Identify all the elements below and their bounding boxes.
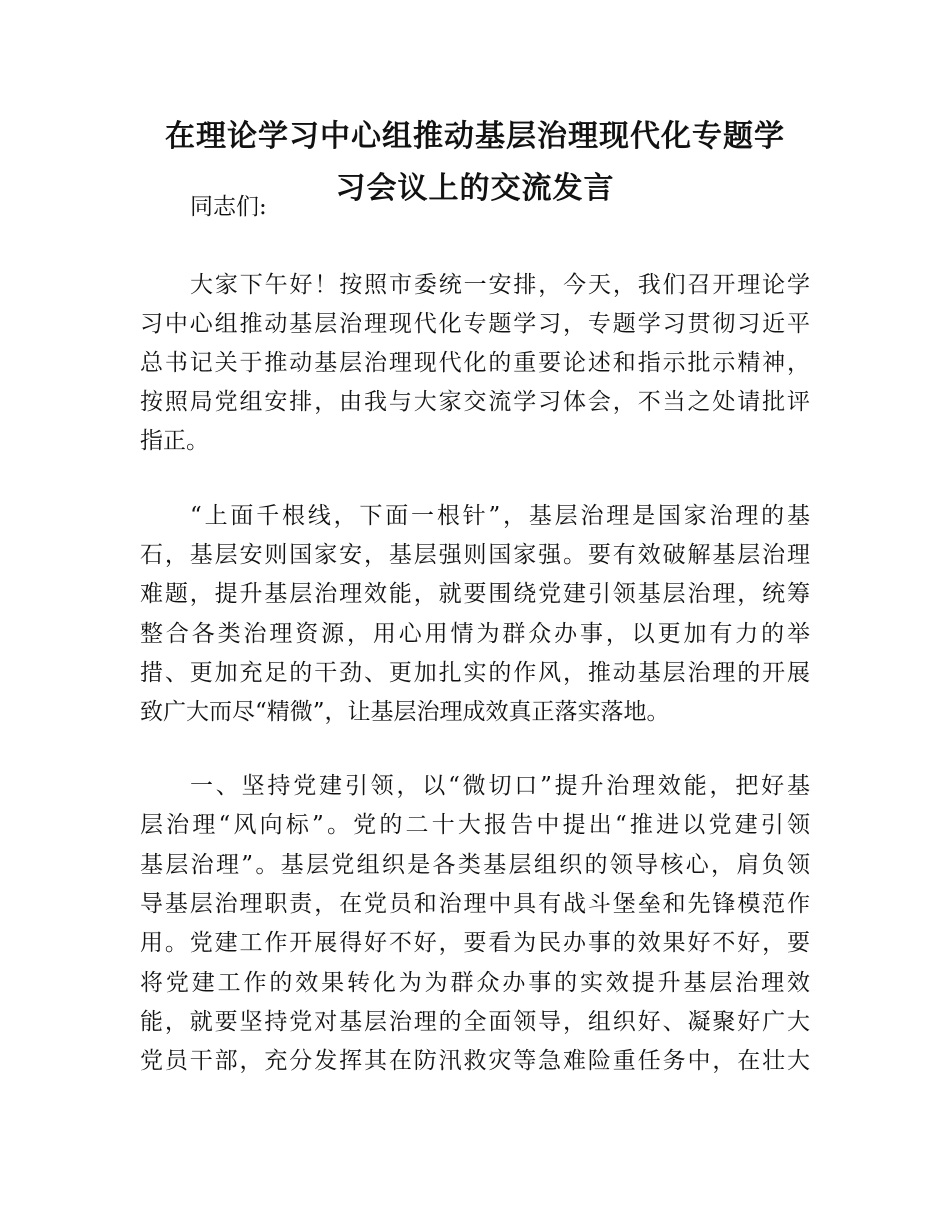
title-line-1: 在理论学习中心组推动基层治理现代化专题学 [165, 119, 785, 154]
body-line: 难题，提升基层治理效能，就要围绕党建引领基层治理，统筹 [140, 581, 810, 607]
salutation: 同志们: [190, 194, 267, 220]
body-line: 石，基层安则国家安，基层强则国家强。要有效破解基层治理 [140, 542, 810, 568]
body-line: 基层治理”。基层党组织是各类基层组织的领导核心，肩负领 [140, 852, 810, 878]
body-line: 用。党建工作开展得好不好，要看为民办事的效果好不好，要 [140, 930, 810, 956]
body-line: 总书记关于推动基层治理现代化的重要论述和指示批示精神， [140, 350, 810, 376]
body-line: 习中心组推动基层治理现代化专题学习，专题学习贯彻习近平 [140, 311, 810, 337]
title-line-2: 习会议上的交流发言 [335, 171, 615, 206]
body-line: 导基层治理职责，在党员和治理中具有战斗堡垒和先锋模范作 [140, 891, 810, 917]
body-line: 整合各类治理资源，用心用情为群众办事，以更加有力的举 [140, 621, 810, 647]
body-line: 按照局党组安排，由我与大家交流学习体会，不当之处请批评 [140, 389, 810, 415]
body-line: 指正。 [140, 428, 209, 454]
body-line: 能，就要坚持党对基层治理的全面领导，组织好、凝聚好广大 [140, 1009, 810, 1035]
body-line: 一、坚持党建引领，以“微切口”提升治理效能，把好基 [190, 773, 810, 799]
body-line: “上面千根线，下面一根针”，基层治理是国家治理的基 [190, 503, 810, 529]
body-line: 措、更加充足的干劲、更加扎实的作风，推动基层治理的开展 [140, 660, 810, 686]
body-line: 层治理“风向标”。党的二十大报告中提出“推进以党建引领 [140, 812, 810, 838]
body-line: 党员干部，充分发挥其在防汛救灾等急难险重任务中，在壮大 [140, 1048, 810, 1074]
body-line: 致广大而尽“精微”，让基层治理成效真正落实落地。 [140, 699, 670, 725]
body-line: 将党建工作的效果转化为为群众办事的实效提升基层治理效 [140, 970, 810, 996]
body-line: 大家下午好！按照市委统一安排，今天，我们召开理论学 [190, 272, 810, 298]
